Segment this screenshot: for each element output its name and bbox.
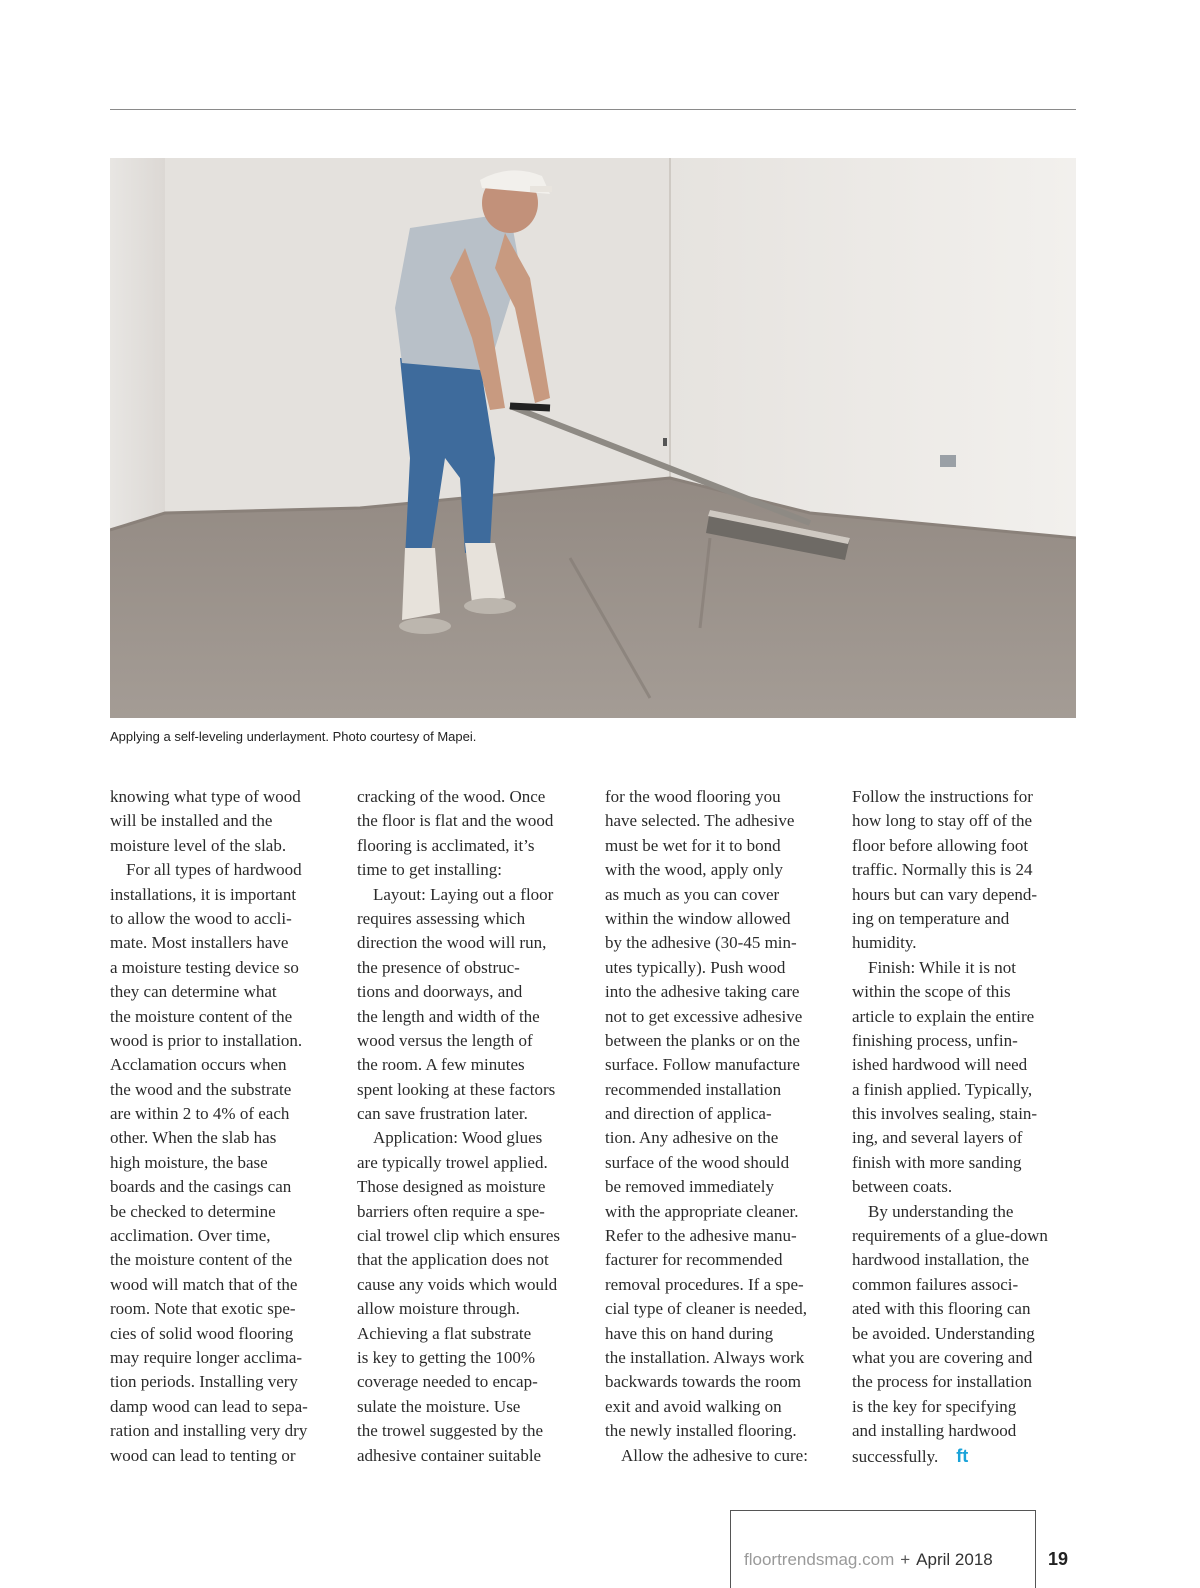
text-line: the trowel suggested by the xyxy=(357,1421,544,1441)
text-line: a moisture testing device so xyxy=(110,957,299,977)
text-line: into the adhesive taking care xyxy=(605,982,800,1002)
text-line: within the window allowed xyxy=(605,908,791,928)
text-line: between the planks or on the xyxy=(605,1030,800,1050)
text-line: are typically trowel applied. xyxy=(357,1152,548,1172)
text-line: be removed immediately xyxy=(605,1177,774,1197)
text-line: adhesive container suitable xyxy=(357,1445,542,1465)
text-line: Achieving a flat substrate xyxy=(357,1323,532,1343)
text-line: ated with this flooring can xyxy=(852,1299,1031,1319)
text-line: how long to stay off of the xyxy=(852,811,1033,831)
text-line: will be installed and the xyxy=(110,811,273,831)
text-line: wood versus the length of xyxy=(357,1030,533,1050)
text-line: ing, and several layers of xyxy=(852,1128,1023,1148)
text-line: mate. Most installers have xyxy=(110,933,289,953)
text-line: wood is prior to installation. xyxy=(110,1030,303,1050)
text-line: successfully. xyxy=(852,1446,939,1466)
text-line: is the key for specifying xyxy=(852,1396,1017,1416)
text-line: sulate the moisture. Use xyxy=(357,1396,521,1416)
text-line: Refer to the adhesive manu- xyxy=(605,1226,797,1246)
text-line: to allow the wood to accli- xyxy=(110,908,292,928)
text-line: not to get excessive adhesive xyxy=(605,1006,803,1026)
text-line: Follow the instructions for xyxy=(852,787,1033,806)
text-line: with the appropriate cleaner. xyxy=(605,1201,799,1221)
end-mark-logo: ft xyxy=(956,1445,969,1466)
text-line: hours but can vary depend- xyxy=(852,884,1038,904)
text-line: have selected. The adhesive xyxy=(605,811,795,831)
text-line: Those designed as moisture xyxy=(357,1177,546,1197)
text-line: with the wood, apply only xyxy=(605,860,784,880)
text-line: other. When the slab has xyxy=(110,1128,277,1148)
text-line: the length and width of the xyxy=(357,1006,540,1026)
text-line: cial trowel clip which ensures xyxy=(357,1226,560,1246)
text-line: removal procedures. If a spe- xyxy=(605,1274,804,1294)
text-line: for the wood flooring you xyxy=(605,787,781,806)
text-line: they can determine what xyxy=(110,982,277,1002)
text-line: be checked to determine xyxy=(110,1201,276,1221)
text-line: Finish: While it is not xyxy=(868,957,1016,977)
text-line: room. Note that exotic spe- xyxy=(110,1299,296,1319)
text-line: moisture level of the slab. xyxy=(110,835,287,855)
text-line: may require longer acclima- xyxy=(110,1347,303,1367)
text-line: common failures associ- xyxy=(852,1274,1019,1294)
text-line: the presence of obstruc- xyxy=(357,957,520,977)
text-line: coverage needed to encap- xyxy=(357,1372,538,1392)
text-line: the newly installed flooring. xyxy=(605,1421,797,1441)
text-line: ing on temperature and xyxy=(852,908,1010,928)
column-2 xyxy=(357,785,583,1468)
article-body xyxy=(110,785,1080,1475)
text-line: the moisture content of the xyxy=(110,1250,293,1270)
text-line: what you are covering and xyxy=(852,1347,1033,1367)
text-line: traffic. Normally this is 24 xyxy=(852,860,1033,880)
footer-separator: + xyxy=(900,1550,911,1569)
text-line: humidity. xyxy=(852,933,917,953)
text-line: knowing what type of wood xyxy=(110,787,301,806)
footer-folio xyxy=(744,1550,993,1570)
text-line: cracking of the wood. Once xyxy=(357,787,546,806)
text-line: allow moisture through. xyxy=(357,1299,520,1319)
text-line: surface. Follow manufacture xyxy=(605,1055,800,1075)
text-line: article to explain the entire xyxy=(852,1006,1035,1026)
text-line: the process for installation xyxy=(852,1372,1032,1392)
text-line: tions and doorways, and xyxy=(357,982,523,1002)
text-line: are within 2 to 4% of each xyxy=(110,1104,290,1124)
text-line: surface of the wood should xyxy=(605,1152,790,1172)
text-line: direction the wood will run, xyxy=(357,933,547,953)
text-line: by the adhesive (30-45 min- xyxy=(605,933,797,953)
text-line: Application: Wood glues xyxy=(373,1128,543,1148)
text-line: spent looking at these factors xyxy=(357,1079,556,1099)
text-line: the floor is flat and the wood xyxy=(357,811,554,831)
text-line: is key to getting the 100% xyxy=(357,1347,536,1367)
text-line: acclimation. Over time, xyxy=(110,1226,271,1246)
text-line: boards and the casings can xyxy=(110,1177,292,1197)
text-line: finish with more sanding xyxy=(852,1152,1022,1172)
text-line: installations, it is important xyxy=(110,884,297,904)
column-4 xyxy=(852,785,1078,1468)
text-line: For all types of hardwood xyxy=(126,860,302,880)
text-line: be avoided. Understanding xyxy=(852,1323,1035,1343)
text-line: barriers often require a spe- xyxy=(357,1201,545,1221)
text-line: ished hardwood will need xyxy=(852,1055,1028,1075)
final-line xyxy=(852,1444,1078,1468)
text-line: ration and installing very dry xyxy=(110,1421,308,1441)
text-line: tion. Any adhesive on the xyxy=(605,1128,779,1148)
text-line: wood will match that of the xyxy=(110,1274,298,1294)
text-line: a finish applied. Typically, xyxy=(852,1079,1033,1099)
column-3 xyxy=(605,785,831,1468)
text-line: cause any voids which would xyxy=(357,1274,558,1294)
photo-caption: Applying a self-leveling underlayment. Photo courtesy of Mapei. xyxy=(110,729,477,744)
text-line: cies of solid wood flooring xyxy=(110,1323,294,1343)
text-line: Layout: Laying out a floor xyxy=(373,884,554,904)
text-line: cial type of cleaner is needed, xyxy=(605,1299,808,1319)
text-line: requirements of a glue-down xyxy=(852,1226,1048,1246)
text-line: that the application does not xyxy=(357,1250,549,1270)
text-line: this involves sealing, stain- xyxy=(852,1104,1038,1124)
text-line: the wood and the substrate xyxy=(110,1079,292,1099)
text-line: and installing hardwood xyxy=(852,1421,1017,1441)
column-1 xyxy=(110,785,336,1468)
text-line: high moisture, the base xyxy=(110,1152,268,1172)
text-line: flooring is acclimated, it’s xyxy=(357,835,535,855)
text-line: By understanding the xyxy=(868,1201,1014,1221)
text-line: can save frustration later. xyxy=(357,1104,528,1124)
text-line: backwards towards the room xyxy=(605,1372,801,1392)
text-line: Allow the adhesive to cure: xyxy=(621,1445,808,1465)
top-rule xyxy=(110,109,1076,110)
text-line: between coats. xyxy=(852,1177,953,1197)
text-line: the installation. Always work xyxy=(605,1347,805,1367)
text-line: facturer for recommended xyxy=(605,1250,783,1270)
footer-frame xyxy=(730,1510,1036,1588)
text-line: the moisture content of the xyxy=(110,1006,293,1026)
text-line: finishing process, unfin- xyxy=(852,1030,1018,1050)
text-line: damp wood can lead to sepa- xyxy=(110,1396,308,1416)
footer-issue-date: April 2018 xyxy=(916,1550,993,1569)
text-line: within the scope of this xyxy=(852,982,1011,1002)
text-line: must be wet for it to bond xyxy=(605,835,781,855)
text-line: recommended installation xyxy=(605,1079,782,1099)
photo-worker-screeding-icon xyxy=(110,158,1076,718)
text-line: as much as you can cover xyxy=(605,884,780,904)
text-line: exit and avoid walking on xyxy=(605,1396,782,1416)
text-line: Acclamation occurs when xyxy=(110,1055,287,1075)
text-line: tion periods. Installing very xyxy=(110,1372,298,1392)
text-line: and direction of applica- xyxy=(605,1104,772,1124)
text-line: have this on hand during xyxy=(605,1323,774,1343)
text-line: utes typically). Push wood xyxy=(605,957,786,977)
text-line: time to get installing: xyxy=(357,860,502,880)
text-line: hardwood installation, the xyxy=(852,1250,1030,1270)
text-line: floor before allowing foot xyxy=(852,835,1029,855)
page-number: 19 xyxy=(1048,1549,1069,1569)
text-line: the room. A few minutes xyxy=(357,1055,525,1075)
text-line: wood can lead to tenting or xyxy=(110,1445,296,1465)
text-line: requires assessing which xyxy=(357,908,526,928)
article-photo xyxy=(110,158,1076,718)
footer-site: floortrendsmag.com xyxy=(744,1550,895,1569)
